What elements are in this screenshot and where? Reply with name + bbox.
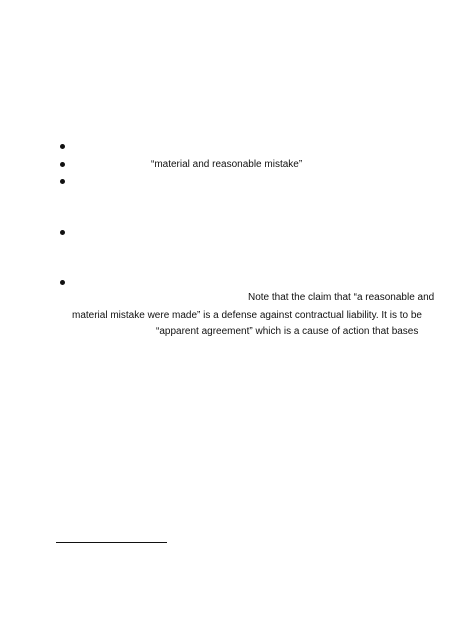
- bullet-5: [60, 280, 65, 285]
- paragraph-line-1: Note that the claim that “a reasonable and: [248, 292, 435, 303]
- paragraph-line-3: “apparent agreement” which is a cause of action that bases: [156, 326, 419, 337]
- bullet-1: [60, 144, 65, 149]
- footnote-separator: [56, 542, 167, 543]
- bullet-2: [60, 162, 65, 167]
- bullet-4: [60, 230, 65, 235]
- bullet-2-text: “material and reasonable mistake”: [151, 159, 303, 170]
- paragraph-line-2: material mistake were made” is a defense against contractual liability. It is to be: [72, 310, 422, 321]
- bullet-3: [60, 179, 65, 184]
